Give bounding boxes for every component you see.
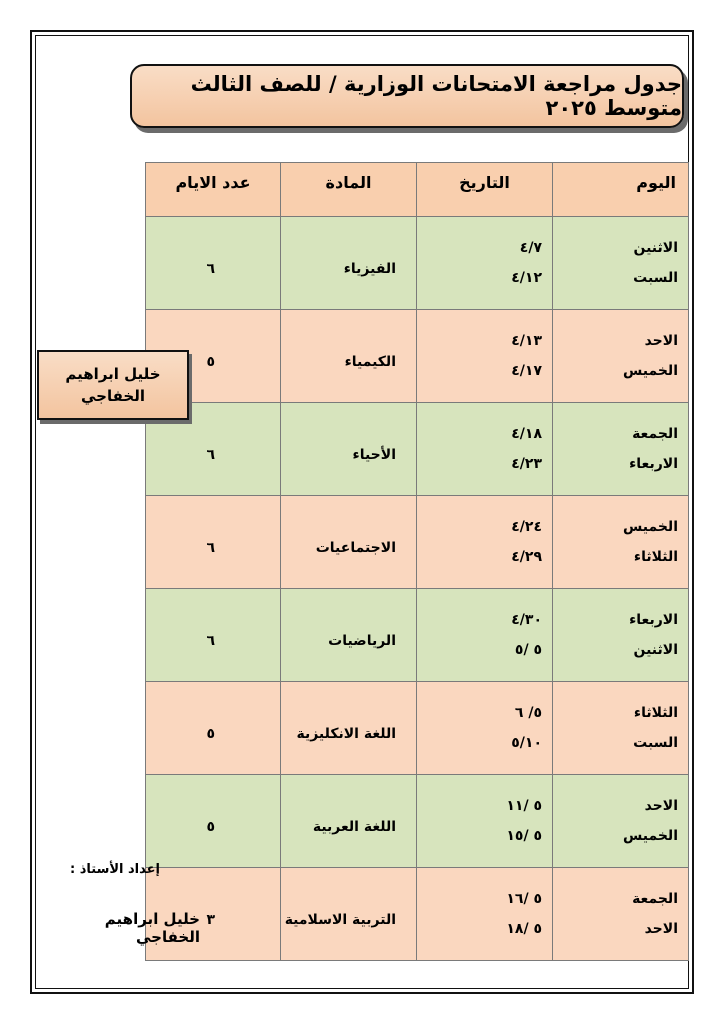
day-cell: الاحد الخميس <box>553 310 689 403</box>
date-cell: ٥ /١١ ٥ /١٥ <box>417 775 553 868</box>
subject-cell: الاجتماعيات <box>281 496 417 589</box>
date-cell: ٤/٣٠ ٥ /٥ <box>417 589 553 682</box>
table-row <box>146 217 689 310</box>
table-row <box>146 403 689 496</box>
header-days-count: عدد الايام <box>146 163 281 217</box>
subject-cell: التربية الاسلامية <box>281 868 417 961</box>
table-row <box>146 868 689 961</box>
table-row <box>146 775 689 868</box>
subject-cell: الرياضيات <box>281 589 417 682</box>
date-cell: ٤/٢٤ ٤/٢٩ <box>417 496 553 589</box>
title-banner <box>130 64 684 128</box>
days-count-cell: ٣ <box>146 868 281 961</box>
author-label-line2: الخفاجي <box>81 387 145 405</box>
table-row <box>146 496 689 589</box>
date-cell: ٤/١٨ ٤/٢٣ <box>417 403 553 496</box>
schedule-table <box>145 162 689 961</box>
day-cell: الجمعة الاربعاء <box>553 403 689 496</box>
author-label-line1: خليل ابراهيم <box>65 365 161 383</box>
subject-cell: الفيزياء <box>281 217 417 310</box>
subject-cell: الكيمياء <box>281 310 417 403</box>
prepared-by-label: إعداد الأستاذ : <box>69 862 160 877</box>
table-header-row <box>146 163 689 217</box>
subject-cell: اللغة الانكليزية <box>281 682 417 775</box>
author-name: خليل ابراهيم الخفاجي <box>104 910 200 946</box>
date-cell: ٥/ ٦ ٥/١٠ <box>417 682 553 775</box>
day-cell: الثلاثاء السبت <box>553 682 689 775</box>
day-cell: الاربعاء الاثنين <box>553 589 689 682</box>
day-cell: الخميس الثلاثاء <box>553 496 689 589</box>
day-cell: الاحد الخميس <box>553 775 689 868</box>
date-cell: ٥ /١٦ ٥ /١٨ <box>417 868 553 961</box>
header-day: اليوم <box>553 163 689 217</box>
subject-cell: الأحياء <box>281 403 417 496</box>
header-date: التاريخ <box>417 163 553 217</box>
header-subject: المادة <box>281 163 417 217</box>
date-cell: ٤/٧ ٤/١٢ <box>417 217 553 310</box>
days-count-cell: ٥ <box>146 682 281 775</box>
days-count-cell: ٦ <box>146 589 281 682</box>
days-count-cell: ٦ <box>146 496 281 589</box>
table-row <box>146 589 689 682</box>
table-row <box>146 310 689 403</box>
table-row <box>146 682 689 775</box>
day-cell: الجمعة الاحد <box>553 868 689 961</box>
page-title: جدول مراجعة الامتحانات الوزارية / للصف الثالث متوسط ٢٠٢٥ <box>190 72 682 120</box>
days-count-cell: ٦ <box>146 403 281 496</box>
day-cell: الاثنين السبت <box>553 217 689 310</box>
days-count-cell: ٦ <box>146 217 281 310</box>
author-label-box <box>37 350 189 420</box>
days-count-cell: ٥ <box>146 310 281 403</box>
subject-cell: اللغة العربية <box>281 775 417 868</box>
days-count-cell: ٥ <box>146 775 281 868</box>
date-cell: ٤/١٣ ٤/١٧ <box>417 310 553 403</box>
